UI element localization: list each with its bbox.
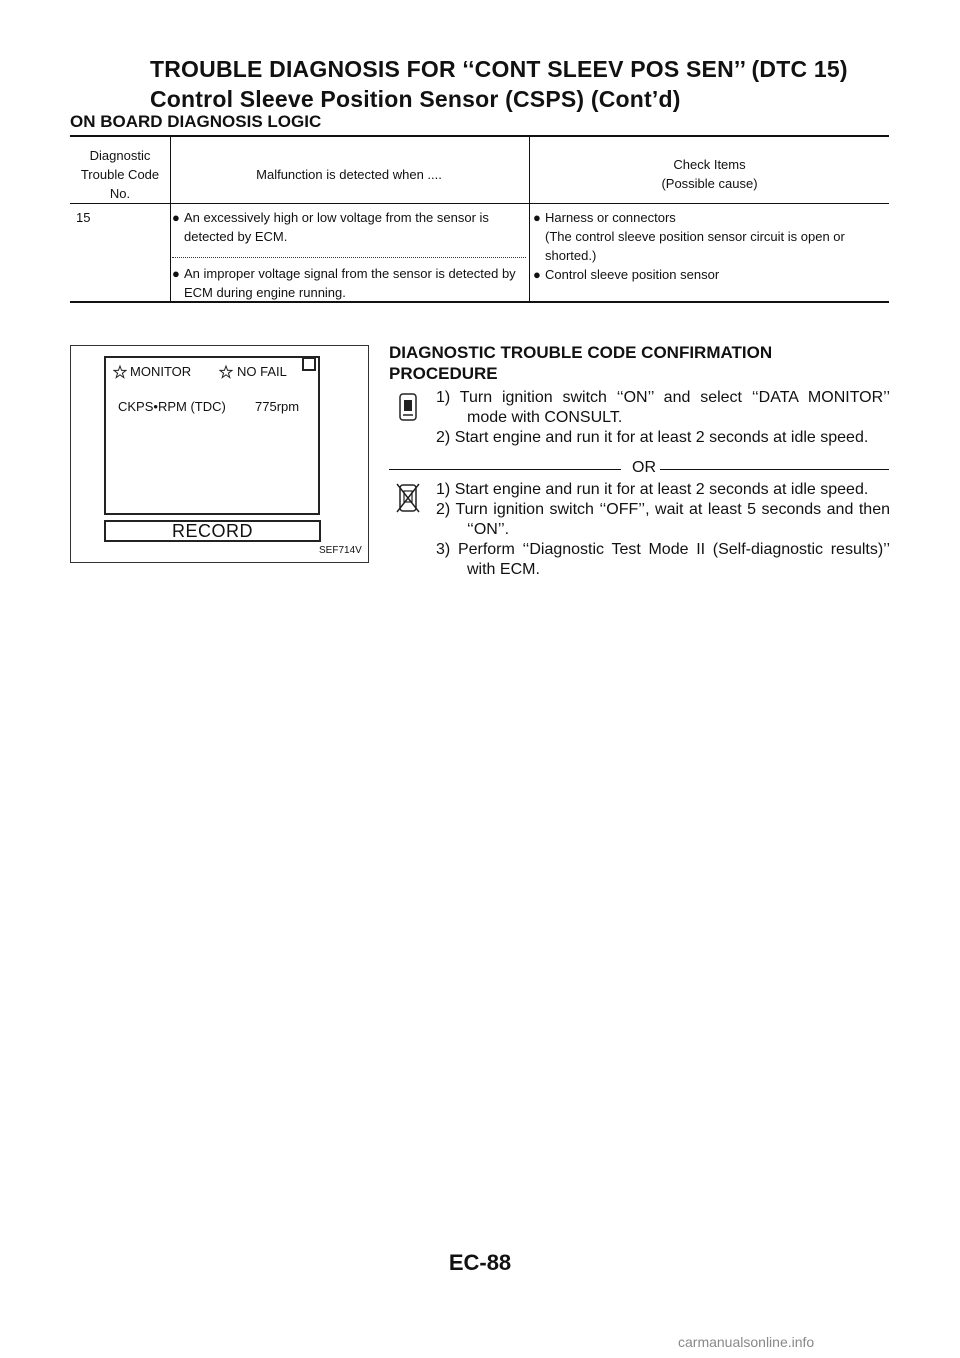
- procedure-title: DIAGNOSTIC TROUBLE CODE CONFIRMATION PROCEDURE: [389, 343, 773, 383]
- record-button[interactable]: RECORD: [104, 520, 321, 542]
- consult-display: [104, 356, 320, 515]
- bullet-icon: ●: [533, 210, 541, 225]
- param-value: 775rpm: [255, 399, 300, 414]
- list-item: 3) Perform ‘‘Diagnostic Test Mode II (Self-diagnostic results)’’ with ECM.: [436, 541, 891, 578]
- figure-code: SEF714V: [319, 545, 362, 556]
- page-header-subtitle: Control Sleeve Position Sensor (CSPS) (Cont’d): [150, 86, 681, 112]
- table-cell-check-items: [533, 208, 878, 284]
- list-item: 1) Turn ignition switch ‘‘ON’’ and select ‘‘DATA MONITOR’’ mode with CONSULT.: [436, 389, 891, 426]
- monitor-label: MONITOR: [130, 364, 192, 379]
- list-item: ● An excessively high or low voltage from the sensor is detected by ECM.: [172, 210, 489, 244]
- table-header-malfunction: Malfunction is detected when ....: [256, 167, 442, 182]
- bullet-icon: ●: [172, 210, 180, 225]
- dotted-separator: [172, 257, 526, 258]
- table-header-rule: [70, 203, 889, 204]
- list-item: 2) Start engine and run it for at least 2 seconds at idle speed.: [436, 429, 869, 446]
- table-cell-code: 15: [76, 210, 91, 225]
- checkbox-icon: [302, 357, 316, 371]
- or-divider-line: [389, 469, 621, 470]
- consult-steps: [436, 388, 890, 448]
- list-item: 2) Turn ignition switch ‘‘OFF’’, wait at least 5 seconds and then ‘‘ON’’.: [436, 501, 890, 538]
- star-icon: [113, 365, 127, 379]
- bullet-icon: ●: [533, 267, 541, 282]
- bullet-icon: ●: [172, 266, 180, 281]
- list-item: 1) Start engine and run it for at least 2 seconds at idle speed.: [436, 481, 869, 498]
- no-consult-tool-icon: [395, 482, 421, 514]
- table-bottom-rule: [70, 301, 889, 303]
- list-item: ● An improper voltage signal from the sensor is detected by ECM during engine running.: [172, 266, 516, 300]
- star-icon: [219, 365, 233, 379]
- table-cell-malfunction: [172, 208, 522, 302]
- page-header-title: TROUBLE DIAGNOSIS FOR ‘‘CONT SLEEV POS SEN’’ (DTC 15): [150, 56, 848, 82]
- consult-tool-icon: [397, 392, 419, 422]
- or-divider-line: [660, 469, 889, 470]
- list-item: ● Harness or connectors (The control sleeve position sensor circuit is open or shorted.): [533, 210, 845, 263]
- list-item: ● Control sleeve position sensor: [533, 267, 720, 282]
- ecm-steps: [436, 480, 890, 580]
- nofail-label: NO FAIL: [237, 364, 287, 379]
- table-header-code: Diagnostic Trouble Code No.: [80, 148, 160, 201]
- param-name: CKPS•RPM (TDC): [118, 399, 226, 414]
- table-divider: [529, 137, 530, 302]
- or-label: OR: [632, 459, 656, 476]
- table-divider: [170, 137, 171, 302]
- table-header-check-items: Check Items (Possible cause): [661, 157, 758, 191]
- watermark: carmanualsonline.info: [678, 1334, 815, 1350]
- page-number: EC-88: [448, 1250, 512, 1275]
- table-top-rule: [70, 135, 889, 137]
- section-title: ON BOARD DIAGNOSIS LOGIC: [70, 112, 322, 131]
